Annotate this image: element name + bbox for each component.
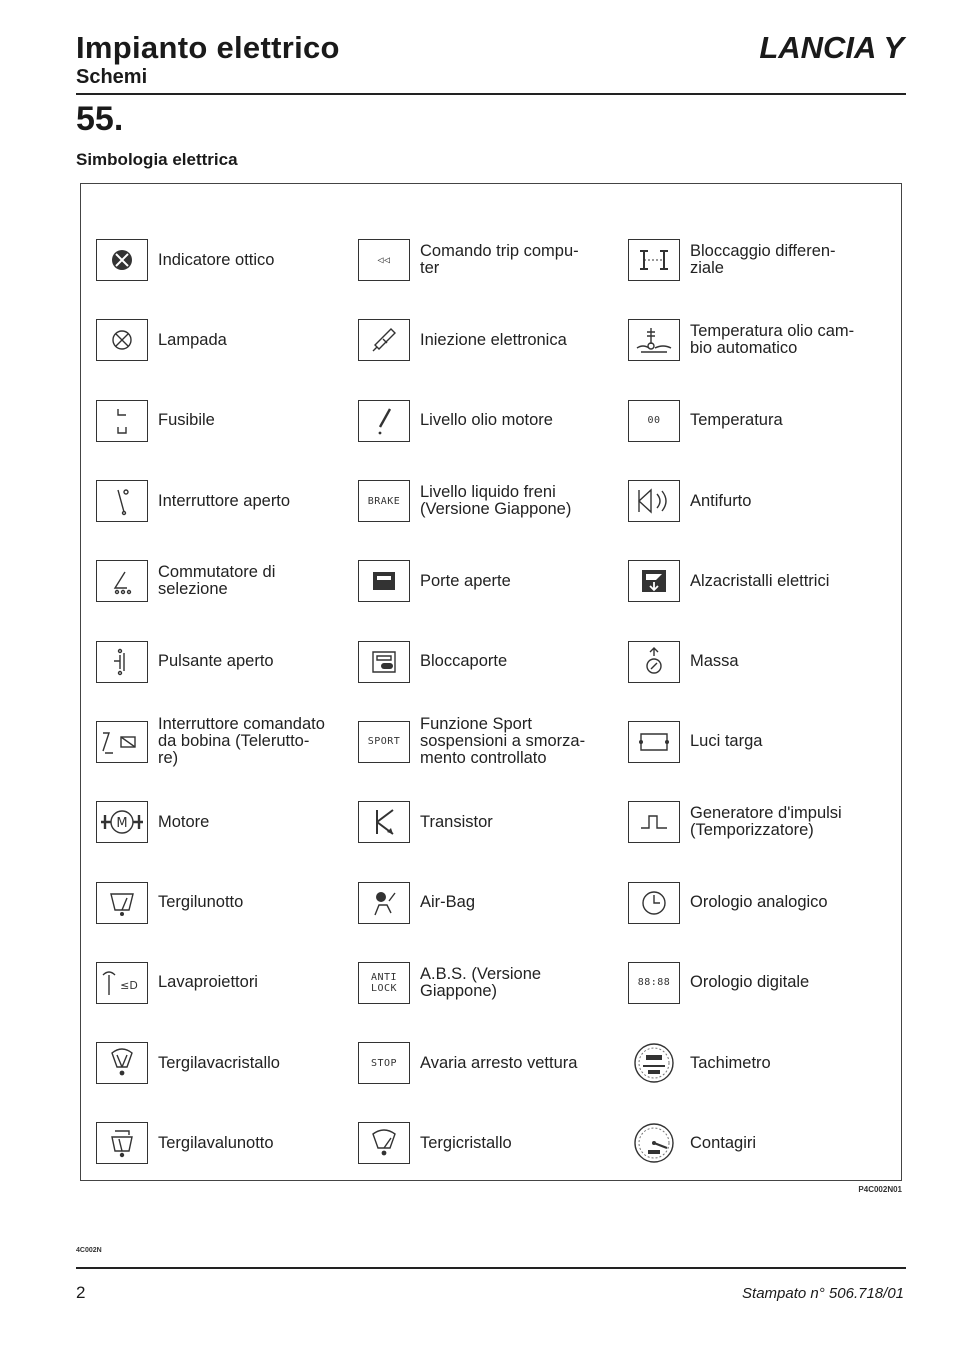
legend-label: Comando trip compu- ter [420, 242, 579, 278]
legend-item [358, 381, 628, 461]
selector-switch-icon [96, 560, 148, 602]
legend-item [96, 381, 358, 461]
legend-label: Interruttore aperto [158, 491, 291, 510]
differential-lock-icon [628, 239, 680, 281]
legend-label: Livello liquido freni (Versione Giappone) [420, 483, 572, 519]
windscreen-washer-icon [96, 1042, 148, 1084]
indicator-light-icon [96, 239, 148, 281]
anti-theft-icon [628, 480, 680, 522]
legend-label: Commutatore di selezione [158, 563, 276, 599]
door-open-icon [358, 560, 410, 602]
legend-label: Tergicristallo [420, 1133, 512, 1152]
legend-item [628, 381, 896, 461]
legend-item [358, 1103, 628, 1183]
legend-item [628, 621, 896, 701]
tachometer-icon [628, 1122, 680, 1164]
legend-item [96, 461, 358, 541]
legend-item [628, 782, 896, 862]
legend-item [96, 300, 358, 380]
page-subtitle: Schemi [76, 66, 148, 88]
headlamp-washer-icon [96, 962, 148, 1004]
legend-item [96, 541, 358, 621]
rear-washer-icon [96, 1122, 148, 1164]
symbol-text: ◁◁ [377, 254, 391, 266]
legend-label: Bloccaporte [420, 652, 508, 671]
legend-label: Tergilavalunotto [158, 1133, 274, 1152]
legend-item [358, 1023, 628, 1103]
rear-wiper-icon [96, 882, 148, 924]
lamp-icon [96, 319, 148, 361]
symbol-text: 88:88 [637, 977, 671, 989]
legend-label: Temperatura olio cam- bio automatico [690, 322, 855, 358]
ground-icon [628, 641, 680, 683]
legend-item [628, 461, 896, 541]
legend-item [628, 943, 896, 1023]
legend-label: Pulsante aperto [158, 652, 274, 671]
legend-item [628, 300, 896, 380]
push-button-icon [96, 641, 148, 683]
legend-label: Iniezione elettronica [420, 330, 567, 349]
open-switch-icon [96, 480, 148, 522]
airbag-icon [358, 882, 410, 924]
legend-label: Motore [158, 812, 210, 831]
page-number: 2 [76, 1283, 86, 1302]
legend-label: Fusibile [158, 411, 215, 430]
symbol-text: ANTI LOCK [370, 971, 398, 994]
brake-fluid-icon [358, 480, 410, 522]
legend-item [358, 621, 628, 701]
legend-item [96, 621, 358, 701]
legend-label: Contagiri [690, 1133, 757, 1152]
legend-item [628, 702, 896, 782]
stop-warning-icon [358, 1042, 410, 1084]
symbol-text: BRAKE [367, 495, 401, 507]
fuse-icon [96, 400, 148, 442]
legend-label: Tergilunotto [158, 893, 244, 912]
legend-item [96, 943, 358, 1023]
symbol-text: 00 [647, 415, 661, 427]
section-number: 55. [76, 100, 124, 138]
analog-clock-icon [628, 882, 680, 924]
legend-label: Orologio digitale [690, 973, 810, 992]
legend-label: Air-Bag [420, 893, 476, 912]
legend-label: Porte aperte [420, 571, 511, 590]
power-window-icon [628, 560, 680, 602]
motor-icon [96, 801, 148, 843]
legend-label: Transistor [420, 812, 493, 831]
legend-label: Generatore d'impulsi (Temporizzatore) [690, 804, 842, 840]
symbol-text: STOP [370, 1057, 398, 1069]
footer-rule [76, 1267, 906, 1269]
legend-item [628, 1023, 896, 1103]
legend-item [96, 862, 358, 942]
sport-suspension-icon [358, 721, 410, 763]
speedometer-icon [628, 1042, 680, 1084]
small-code: 4C002N [76, 1247, 102, 1254]
legend-label: Luci targa [690, 732, 763, 751]
injector-icon [358, 319, 410, 361]
svg-text:M: M [116, 816, 128, 832]
legend-item [96, 1103, 358, 1183]
legend-item [96, 1023, 358, 1103]
gearbox-oil-temp-icon [628, 319, 680, 361]
legend-item [628, 220, 896, 300]
legend-item [628, 541, 896, 621]
windscreen-wiper-icon [358, 1122, 410, 1164]
printed-reference: Stampato n° 506.718/01 [742, 1285, 904, 1302]
legend-item [358, 300, 628, 380]
digital-clock-icon [628, 962, 680, 1004]
legend-label: Bloccaggio differen- ziale [690, 242, 836, 278]
legend-item [96, 220, 358, 300]
legend-label: Indicatore ottico [158, 250, 275, 269]
legend-item [358, 943, 628, 1023]
pulse-generator-icon [628, 801, 680, 843]
abs-icon [358, 962, 410, 1004]
legend-item [358, 782, 628, 862]
svg-text:≤D: ≤D [120, 978, 138, 992]
legend-label: Interruttore comandato da bobina (Telerutto- re) [158, 715, 325, 768]
brand-name: LANCIA Y [759, 30, 904, 65]
legend-label: Avaria arresto vettura [420, 1053, 578, 1072]
oil-level-icon [358, 400, 410, 442]
legend-label: Alzacristalli elettrici [690, 571, 830, 590]
legend-item [96, 702, 358, 782]
legend-item [358, 220, 628, 300]
legend-label: Lavaproiettori [158, 973, 258, 992]
legend-item [96, 782, 358, 862]
legend-label: Funzione Sport sospensioni a smorza- mento controllato [420, 715, 586, 768]
legend-item [628, 862, 896, 942]
legend-label: Tergilavacristallo [158, 1053, 280, 1072]
legend-label: Massa [690, 652, 739, 671]
legend-item [358, 541, 628, 621]
legend-label: Orologio analogico [690, 893, 828, 912]
legend-item [358, 862, 628, 942]
temperature-gauge-icon [628, 400, 680, 442]
trip-computer-icon [358, 239, 410, 281]
legend-label: Tachimetro [690, 1053, 771, 1072]
page-title: Impianto elettrico [76, 30, 340, 65]
section-title: Simbologia elettrica [76, 150, 238, 169]
symbol-text: SPORT [367, 736, 401, 748]
legend-label: A.B.S. (Versione Giappone) [420, 964, 542, 1000]
legend-label: Antifurto [690, 491, 752, 510]
transistor-icon [358, 801, 410, 843]
legend-item [358, 702, 628, 782]
legend-label: Lampada [158, 330, 227, 349]
legend-label: Temperatura [690, 411, 783, 430]
figure-code: P4C002N01 [858, 1185, 902, 1194]
legend-item [628, 1103, 896, 1183]
legend-item [358, 461, 628, 541]
relay-icon [96, 721, 148, 763]
legend-label: Livello olio motore [420, 411, 553, 430]
door-lock-icon [358, 641, 410, 683]
header-rule [76, 93, 906, 95]
symbol-legend-grid [96, 220, 896, 1184]
plate-light-icon [628, 721, 680, 763]
